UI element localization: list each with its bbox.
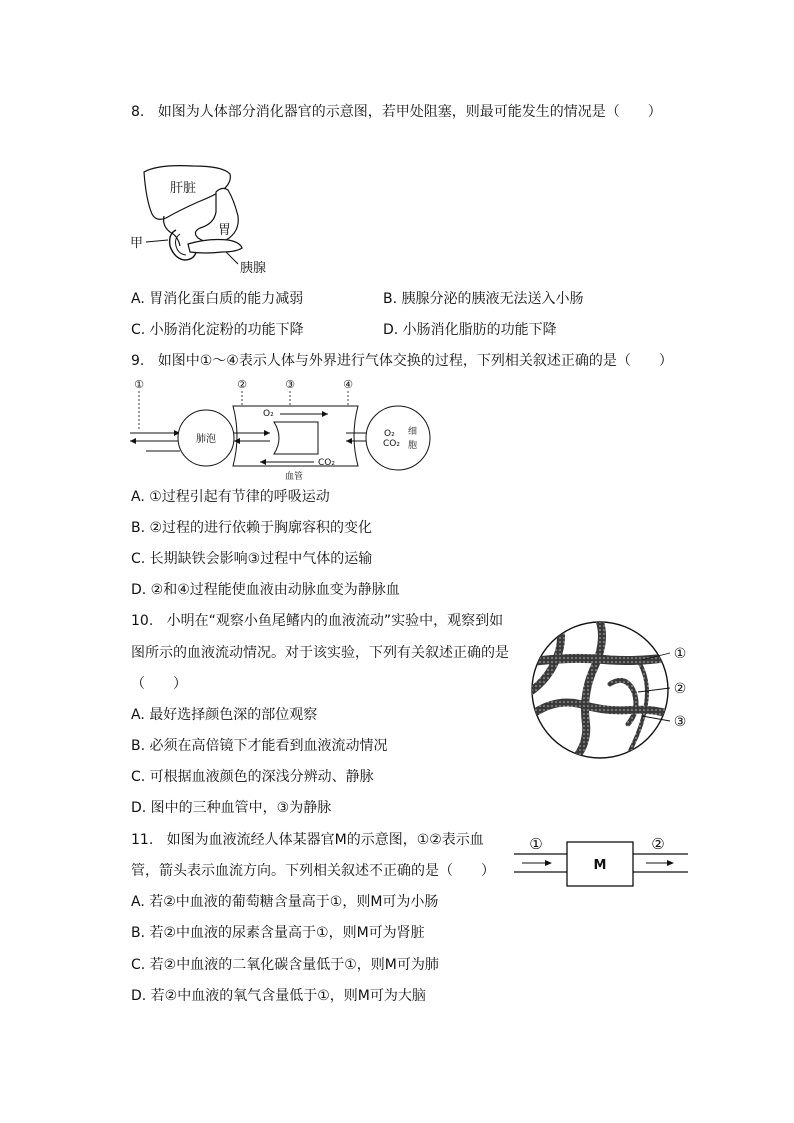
q8-option-d: D. 小肠消化脂肪的功能下降	[383, 322, 557, 338]
liver-label: 肝脏	[170, 181, 197, 196]
q11-option-a: A. 若②中血液的葡萄糖含量高于①，则M可为小肠	[131, 894, 439, 910]
blood-cell-shape	[274, 422, 318, 454]
q11-number: 11.	[131, 832, 154, 848]
q8-number: 8.	[131, 104, 145, 120]
pancreas-shape	[188, 240, 242, 254]
stomach-label: 胃	[218, 223, 232, 238]
q9-label-4: ④	[343, 378, 353, 391]
q10-label-1: ①	[673, 646, 687, 662]
q11-stem-line1	[131, 830, 484, 850]
q10-option-a: A. 最好选择颜色深的部位观察	[131, 707, 318, 723]
alveolus-label: 肺泡	[196, 434, 216, 445]
jia-label: 甲	[130, 236, 144, 251]
q8-stem	[131, 102, 662, 122]
q10-label-3: ③	[673, 714, 687, 730]
q10-stem-line3: （ ）	[131, 676, 187, 692]
q9-option-b: B. ②过程的进行依赖于胸廓容积的变化	[131, 520, 373, 536]
q8-option-b: B. 胰腺分泌的胰液无法送入小肠	[383, 291, 584, 307]
q9-label-3: ③	[285, 378, 295, 391]
organ-m-label: M	[593, 858, 607, 873]
q10-label-2: ②	[673, 681, 687, 697]
q11-option-d: D. 若②中血液的氧气含量低于①，则M可为大脑	[131, 988, 426, 1004]
q10-number: 10.	[131, 613, 154, 629]
q8-digestive-figure	[118, 160, 288, 285]
q10-stem-text-1: 小明在“观察小鱼尾鳍内的血液流动”实验中，观察到如	[166, 613, 504, 629]
q9-stem	[131, 351, 673, 371]
q11-option-c: C. 若②中血液的二氧化碳含量低于①，则M可为肺	[131, 957, 439, 973]
q11-stem-line2: 管，箭头表示血流方向。下列相关叙述不正确的是（ ）	[131, 863, 495, 879]
pancreas-label: 胰腺	[240, 261, 267, 276]
q10-option-b: B. 必须在高倍镜下才能看到血液流动情况	[131, 738, 388, 754]
q9-o2-top: O₂	[263, 409, 274, 419]
tissue-cell-circle	[366, 406, 430, 470]
q9-option-d: D. ②和④过程能使血液由动脉血变为静脉血	[131, 582, 400, 598]
q9-cell-o2: O₂	[384, 429, 395, 439]
q8-option-c: C. 小肠消化淀粉的功能下降	[131, 322, 304, 338]
q9-label-2: ②	[237, 378, 247, 391]
q10-option-d: D. 图中的三种血管中，③为静脉	[131, 800, 332, 816]
q9-co2-bottom: CO₂	[318, 458, 335, 468]
q11-organ-m-figure	[512, 832, 690, 892]
q9-cell-co2: CO₂	[383, 439, 400, 449]
q9-cell-char1: 细	[408, 427, 418, 437]
q9-option-a: A. ①过程引起有节律的呼吸运动	[131, 489, 330, 505]
q8-stem-text: 如图为人体部分消化器官的示意图，若甲处阻塞，则最可能发生的情况是（ ）	[157, 104, 662, 120]
q8-option-a: A. 胃消化蛋白质的能力减弱	[131, 291, 304, 307]
q9-stem-text: 如图中①～④表示人体与外界进行气体交换的过程，下列相关叙述正确的是（ ）	[157, 353, 673, 369]
vessel-label: 血管	[284, 472, 304, 482]
q11-stem-text-1: 如图为血液流经人体某器官M的示意图，①②表示血	[166, 832, 484, 848]
q9-cell-char2: 胞	[408, 441, 418, 451]
q10-stem-line1	[131, 611, 503, 631]
q11-option-b: B. 若②中血液的尿素含量高于①，则M可为肾脏	[131, 925, 425, 941]
q9-label-1: ①	[134, 378, 144, 391]
q9-number: 9.	[131, 353, 145, 369]
q10-stem-line2: 图所示的血液流动情况。对于该实验，下列有关叙述正确的是	[131, 645, 509, 661]
q10-option-c: C. 可根据血液颜色的深浅分辨动、静脉	[131, 769, 374, 785]
q11-label-2: ②	[651, 835, 665, 853]
q11-label-1: ①	[529, 835, 543, 853]
bile-duct-shape	[164, 216, 180, 246]
q9-option-c: C. 长期缺铁会影响③过程中气体的运输	[131, 551, 373, 567]
q10-blood-vessel-figure	[530, 620, 695, 760]
q9-gas-exchange-figure	[128, 376, 448, 484]
